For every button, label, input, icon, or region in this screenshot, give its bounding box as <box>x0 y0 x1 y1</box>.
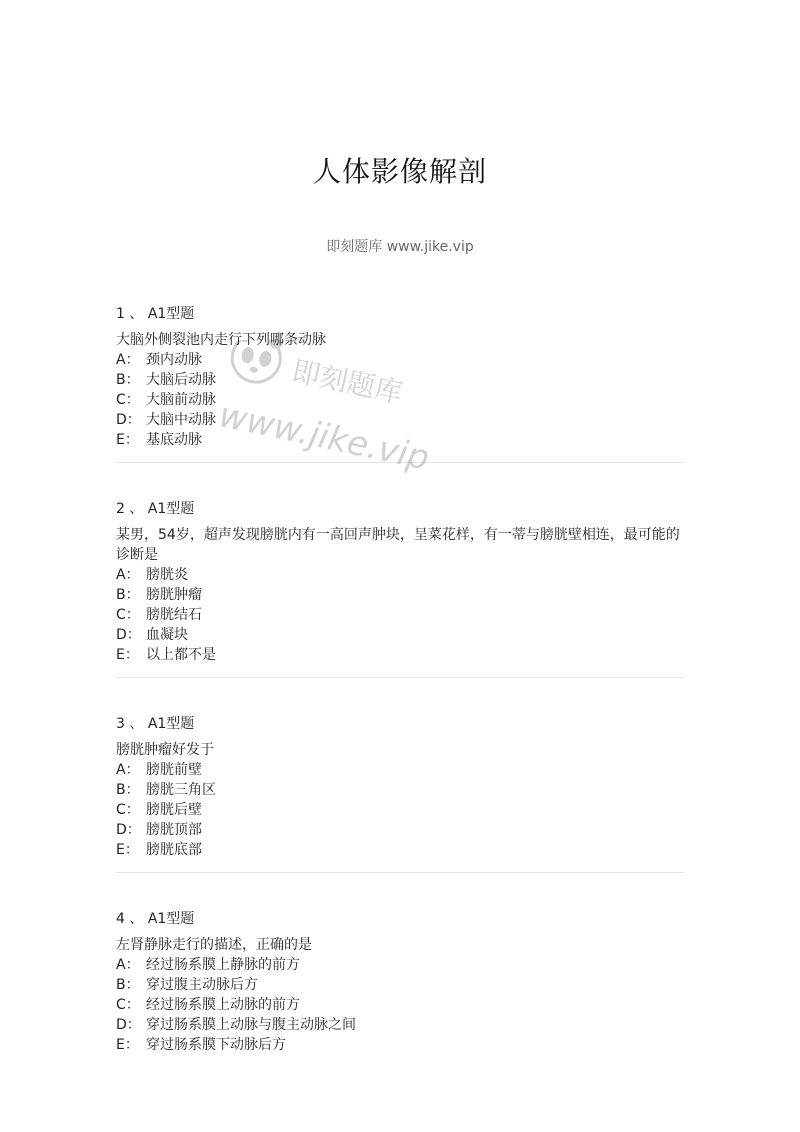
option-text: 经过肠系膜上动脉的前方 <box>146 997 300 1013</box>
divider <box>116 872 684 873</box>
option-d <box>116 625 686 645</box>
option-b <box>116 780 686 800</box>
option-e <box>116 1035 686 1055</box>
option-text: 血凝块 <box>146 627 188 643</box>
option-text: 膀胱炎 <box>146 567 188 583</box>
option-letter: A： <box>116 957 140 973</box>
question-2 <box>116 499 686 665</box>
option-letter: C： <box>116 802 140 818</box>
option-b <box>116 975 686 995</box>
option-a <box>116 565 686 585</box>
divider <box>116 462 684 463</box>
option-c <box>116 800 686 820</box>
watermark-url: www.jike.vip <box>215 395 433 479</box>
question-header <box>116 909 686 929</box>
option-letter: D： <box>116 412 141 428</box>
option-c <box>116 605 686 625</box>
question-number: 1 、 <box>116 306 144 322</box>
option-text: 膀胱前壁 <box>146 762 202 778</box>
option-letter: E： <box>116 647 139 663</box>
option-letter: D： <box>116 822 141 838</box>
option-text: 膀胱后壁 <box>146 802 202 818</box>
page-subtitle: 即刻题库 www.jike.vip <box>326 239 474 255</box>
option-letter: D： <box>116 1017 141 1033</box>
option-c <box>116 995 686 1015</box>
option-d <box>116 410 686 430</box>
option-e <box>116 840 686 860</box>
option-d <box>116 1015 686 1035</box>
option-text: 穿过肠系膜下动脉后方 <box>146 1037 286 1053</box>
page-title: 人体影像解剖 <box>312 155 487 188</box>
question-text: 大脑外侧裂池内走行下列哪条动脉 <box>116 332 326 348</box>
question-text: 膀胱肿瘤好发于 <box>116 742 214 758</box>
option-text: 大脑中动脉 <box>146 412 216 428</box>
question-type: A1型题 <box>147 306 195 322</box>
question-number: 4 、 <box>116 911 144 927</box>
option-letter: C： <box>116 607 140 623</box>
question-header <box>116 714 686 734</box>
option-text: 大脑前动脉 <box>146 392 216 408</box>
option-letter: A： <box>116 352 140 368</box>
option-letter: E： <box>116 432 139 448</box>
option-letter: D： <box>116 627 141 643</box>
option-letter: A： <box>116 567 140 583</box>
question-header <box>116 499 686 519</box>
watermark-brand: 即刻题库 <box>289 354 406 410</box>
option-text: 穿过腹主动脉后方 <box>146 977 258 993</box>
option-e <box>116 645 686 665</box>
option-d <box>116 820 686 840</box>
question-4 <box>116 909 686 1055</box>
question-list <box>116 304 686 1055</box>
option-text: 大脑后动脉 <box>146 372 216 388</box>
question-text: 左肾静脉走行的描述，正确的是 <box>116 937 312 953</box>
question-type: A1型题 <box>147 911 195 927</box>
question-number: 2 、 <box>116 501 144 517</box>
option-text: 以上都不是 <box>146 647 216 663</box>
option-c <box>116 390 686 410</box>
option-text: 穿过肠系膜上动脉与腹主动脉之间 <box>146 1017 356 1033</box>
question-1 <box>116 304 686 450</box>
option-text: 膀胱结石 <box>146 607 202 623</box>
option-a <box>116 760 686 780</box>
option-letter: A： <box>116 762 140 778</box>
option-letter: B： <box>116 372 140 388</box>
question-type: A1型题 <box>147 501 195 517</box>
question-text: 某男，54岁，超声发现膀胱内有一高回声肿块，呈菜花样，有一蒂与膀胱壁相连，最可能的诊断是 <box>116 527 680 563</box>
option-b <box>116 585 686 605</box>
option-text: 膀胱顶部 <box>146 822 202 838</box>
option-e <box>116 430 686 450</box>
question-3 <box>116 714 686 860</box>
option-letter: C： <box>116 392 140 408</box>
question-type: A1型题 <box>147 716 195 732</box>
option-text: 膀胱肿瘤 <box>146 587 202 603</box>
option-text: 经过肠系膜上静脉的前方 <box>146 957 300 973</box>
option-text: 膀胱底部 <box>146 842 202 858</box>
question-header <box>116 304 686 324</box>
option-text: 膀胱三角区 <box>146 782 216 798</box>
option-text: 基底动脉 <box>146 432 202 448</box>
option-letter: C： <box>116 997 140 1013</box>
option-a <box>116 350 686 370</box>
option-a <box>116 955 686 975</box>
option-text: 颈内动脉 <box>146 352 202 368</box>
option-letter: B： <box>116 977 140 993</box>
divider <box>116 677 684 678</box>
option-letter: B： <box>116 782 140 798</box>
question-number: 3 、 <box>116 716 144 732</box>
option-b <box>116 370 686 390</box>
option-letter: E： <box>116 1037 139 1053</box>
option-letter: E： <box>116 842 139 858</box>
option-letter: B： <box>116 587 140 603</box>
